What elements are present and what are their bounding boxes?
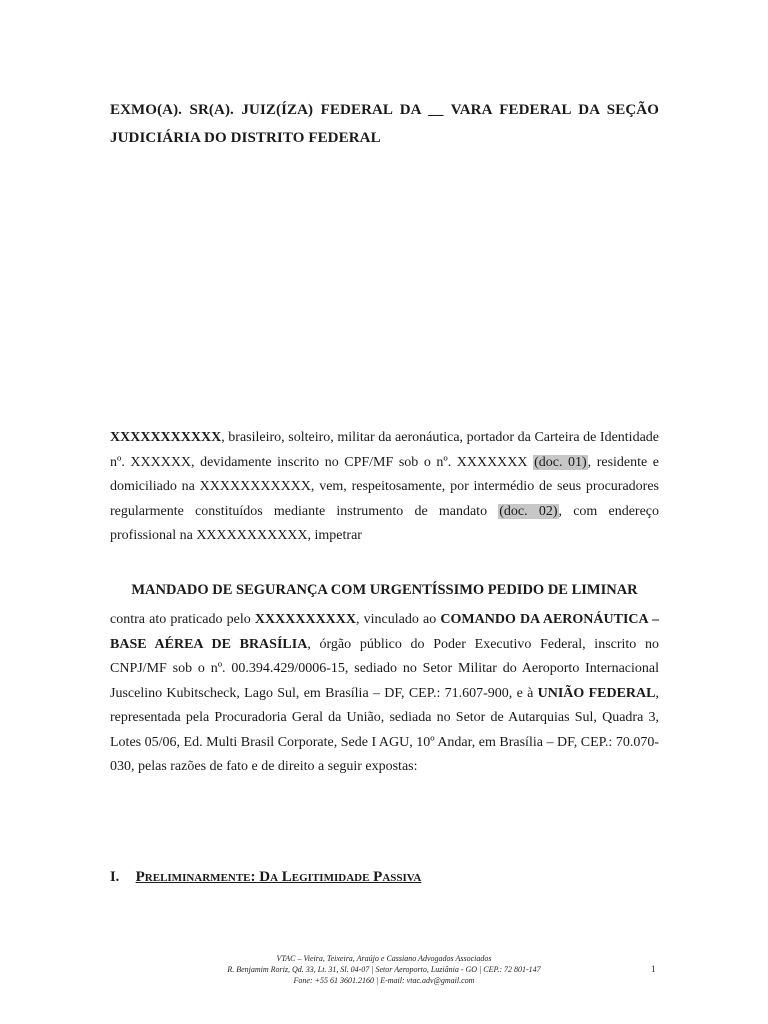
footer-firm-name: VTAC – Vieira, Teixeira, Araújo e Cassiano Advogados Associados <box>276 954 492 963</box>
against-text-2: , vinculado ao <box>356 612 441 627</box>
against-text-3: , órgão público do Poder Executivo Federal, inscrito no CNPJ/MF sob o nº. 00.394.429/0006-15, sediado no Setor Militar do Aeroporto Internacional Juscelino Kubitscheck, Lago Sul, em Brasília – DF, CEP.: 71.607-900, e à <box>110 636 660 701</box>
page-footer <box>150 953 618 986</box>
action-title: MANDADO DE SEGURANÇA COM URGENTÍSSIMO PEDIDO DE LIMINAR <box>131 582 638 598</box>
against-text-1: contra ato praticado pelo <box>110 612 255 627</box>
petitioner-name: XXXXXXXXXXX <box>110 430 222 445</box>
section-number: I. <box>110 869 120 885</box>
against-text-4: , representada pela Procuradoria Geral da União, sediada no Setor de Autarquias Sul, Quadra 3, Lotes 05/06, Ed. Multi Brasil Corporate, Sede I AGU, 10º Andar, em Brasília – DF, CEP.: 70.070-030, pelas razões de fato e de direito a seguir expostas: <box>110 685 659 774</box>
section-heading <box>110 869 421 886</box>
command-name: COMANDO DA AERONÁUTICA – BASE AÉREA DE BRASÍLIA <box>110 612 659 652</box>
footer-contact: Fone: +55 61 3601.2160 | E-mail: vtac.adv@gmail.com <box>293 976 475 985</box>
address-line-1: EXMO(A). SR(A). JUIZ(ÍZA) FEDERAL DA __ VARA FEDERAL DA SEÇÃO <box>110 102 659 118</box>
section-title: Preliminarmente: Da Legitimidade Passiva <box>135 869 422 885</box>
footer-address: R. Benjamim Roriz, Qd. 33, Lt. 31, Sl. 04-07 | Setor Aeroporto, Luziânia - GO | CEP.: 72 801-147 <box>227 965 541 974</box>
court-address-heading <box>110 96 659 152</box>
address-line-2: JUDICIÁRIA DO DISTRITO FEDERAL <box>110 130 381 146</box>
doc-01-reference: (doc. 01) <box>534 454 587 470</box>
qualification-text-1: , brasileiro, solteiro, militar da aeronáutica, portador da Carteira de Identidade nº. XXXXXX, devidamente inscrito no CPF/MF sob o nº. XXXXXXX <box>110 430 659 470</box>
qualification-text-2: , residente e domiciliado na XXXXXXXXXXX, vem, respeitosamente, por intermédio de seus procuradores regularmente constituídos mediante instrumento de mandato <box>110 454 659 519</box>
authority-name: XXXXXXXXXX <box>254 612 357 627</box>
qualification-text-3: , com endereço profissional na XXXXXXXXXXX, impetrar <box>110 503 659 543</box>
union-name: UNIÃO FEDERAL <box>537 685 656 701</box>
page-number: 1 <box>651 964 656 974</box>
qualification-paragraph <box>110 426 659 549</box>
doc-02-reference: (doc. 02) <box>499 503 558 519</box>
against-paragraph <box>110 608 659 780</box>
